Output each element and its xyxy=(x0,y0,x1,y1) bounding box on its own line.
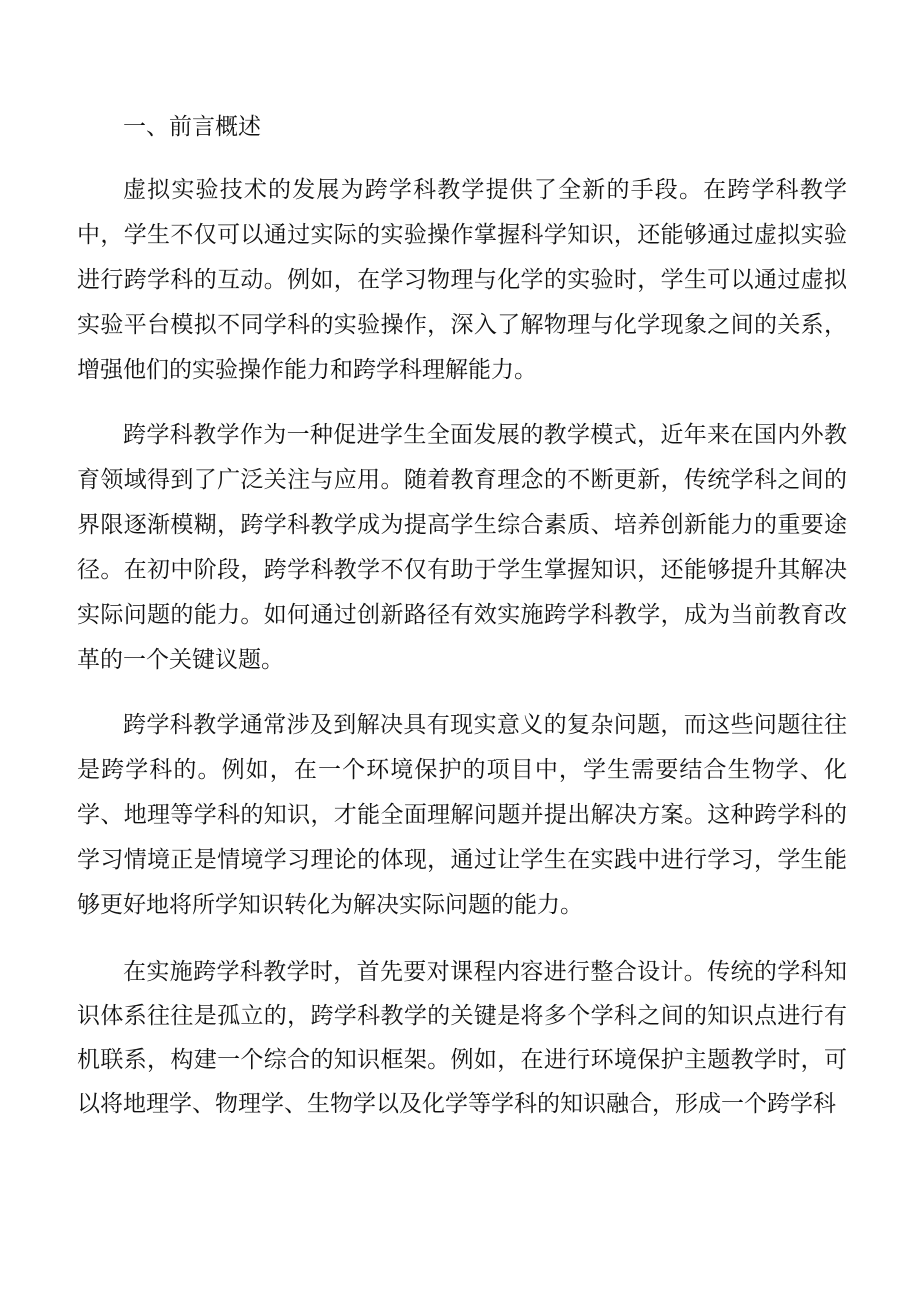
paragraph-virtual-experiment: 虚拟实验技术的发展为跨学科教学提供了全新的手段。在跨学科教学中，学生不仅可以通过实际的实验操作掌握科学知识，还能够通过虚拟实验进行跨学科的互动。例如，在学习物理与化学的实验时，学生可以通过虚拟实验平台模拟不同学科的实验操作，深入了解物理与化学现象之间的关系，增强他们的实验操作能力和跨学科理解能力。 xyxy=(77,177,847,383)
document-body xyxy=(77,104,847,1126)
paragraph-curriculum-integration: 在实施跨学科教学时，首先要对课程内容进行整合设计。传统的学科知识体系往往是孤立的，跨学科教学的关键是将多个学科之间的知识点进行有机联系，构建一个综合的知识框架。例如，在进行环境保护主题教学时，可以将地理学、物理学、生物学以及化学等学科的知识融合，形成一个跨学科 xyxy=(77,959,847,1117)
paragraph-situated-learning: 跨学科教学通常涉及到解决具有现实意义的复杂问题，而这些问题往往是跨学科的。例如，在一个环境保护的项目中，学生需要结合生物学、化学、地理等学科的知识，才能全面理解问题并提出解决方案。这种跨学科的学习情境正是情境学习理论的体现，通过让学生在实践中进行学习，学生能够更好地将所学知识转化为解决实际问题的能力。 xyxy=(77,712,847,918)
section-heading: 一、前言概述 xyxy=(123,114,261,140)
paragraph-interdisciplinary-overview: 跨学科教学作为一种促进学生全面发展的教学模式，近年来在国内外教育领域得到了广泛关注与应用。随着教育理念的不断更新，传统学科之间的界限逐渐模糊，跨学科教学成为提高学生综合素质、培养创新能力的重要途径。在初中阶段，跨学科教学不仅有助于学生掌握知识，还能够提升其解决实际问题的能力。如何通过创新路径有效实施跨学科教学，成为当前教育改革的一个关键议题。 xyxy=(77,422,847,673)
